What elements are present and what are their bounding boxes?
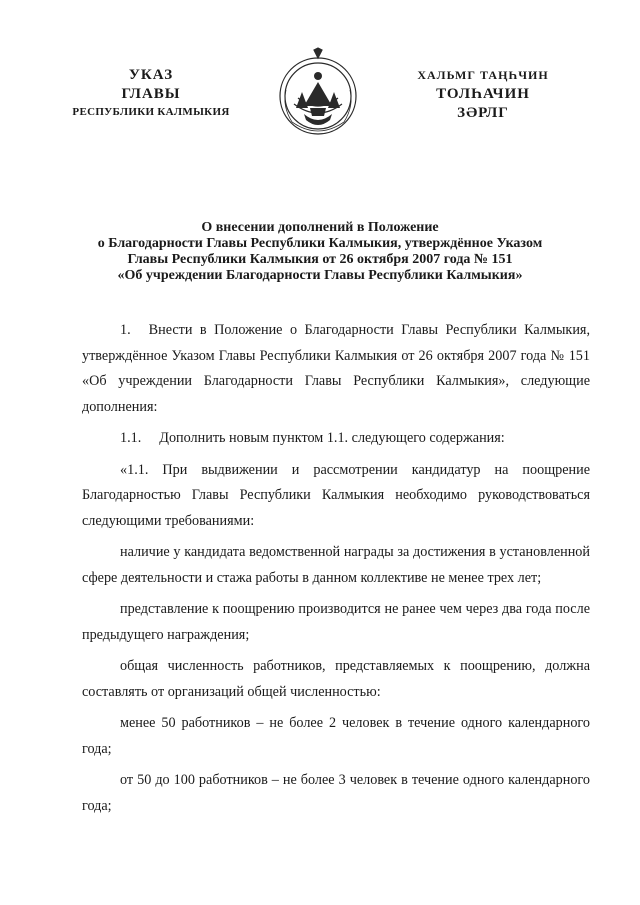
- header-right-line1: ХАЛЬМГ ТАҢҺЧИН: [417, 68, 549, 82]
- paragraph-1: [82, 318, 590, 420]
- paragraph-quota-50-100: от 50 до 100 работников – не более 3 человек в течение одного календарного года;: [82, 772, 590, 814]
- document-body: [82, 318, 590, 825]
- title-line4: «Об учреждении Благодарности Главы Республики Калмыкия»: [117, 268, 523, 283]
- paragraph-1-number: 1.: [120, 322, 131, 338]
- paragraph-quota-under-50: менее 50 работников – не более 2 человек в течение одного календарного года;: [82, 715, 590, 757]
- decree-header-russian: [66, 66, 236, 120]
- paragraph-requirement-interval: представление к поощрению производится не ранее чем через два года после предыдущего награждения;: [82, 601, 590, 643]
- header-left-line2: ГЛАВЫ: [121, 86, 181, 102]
- paragraph-1-1-text: Дополнить новым пунктом 1.1. следующего содержания:: [159, 430, 505, 446]
- title-line1: О внесении дополнений в Положение: [201, 220, 439, 235]
- document-title: [60, 220, 580, 284]
- coat-of-arms-emblem-icon: [274, 46, 362, 142]
- paragraph-requirement-quota: общая численность работников, представляемых к поощрению, должна составлять от организаций общей численностью:: [82, 658, 590, 700]
- paragraph-1-text: Внести в Положение о Благодарности Главы Республики Калмыкия, утверждённое Указом Главы Республики Калмыкия от 26 октября 2007 года № 151 «Об учреждении Благодарности Главы Республики Калмыкия», следующие дополнения:: [82, 322, 590, 415]
- title-line3: Главы Республики Калмыкия от 26 октября 2007 года № 151: [127, 252, 513, 267]
- header-left-line1: УКАЗ: [128, 67, 174, 83]
- paragraph-quoted-1-1: «1.1. При выдвижении и рассмотрении кандидатур на поощрение Благодарностью Главы Республики Калмыкия необходимо руководствоваться следующими требованиями:: [82, 461, 590, 529]
- header-right-line3: ЗӘРЛГ: [457, 105, 509, 121]
- decree-header-kalmyk: [398, 66, 568, 123]
- header-left-line3: РЕСПУБЛИКИ КАЛМЫКИЯ: [72, 106, 230, 118]
- header-right-line2: ТОЛҺАЧИН: [436, 86, 530, 102]
- paragraph-1-1: [82, 426, 590, 452]
- title-line2: о Благодарности Главы Республики Калмыкия, утверждённое Указом: [97, 236, 543, 251]
- paragraph-1-1-number: 1.1.: [120, 430, 142, 446]
- paragraph-requirement-award: наличие у кандидата ведомственной награды за достижения в установленной сфере деятельности и стажа работы в данном коллективе не менее трех лет;: [82, 544, 590, 586]
